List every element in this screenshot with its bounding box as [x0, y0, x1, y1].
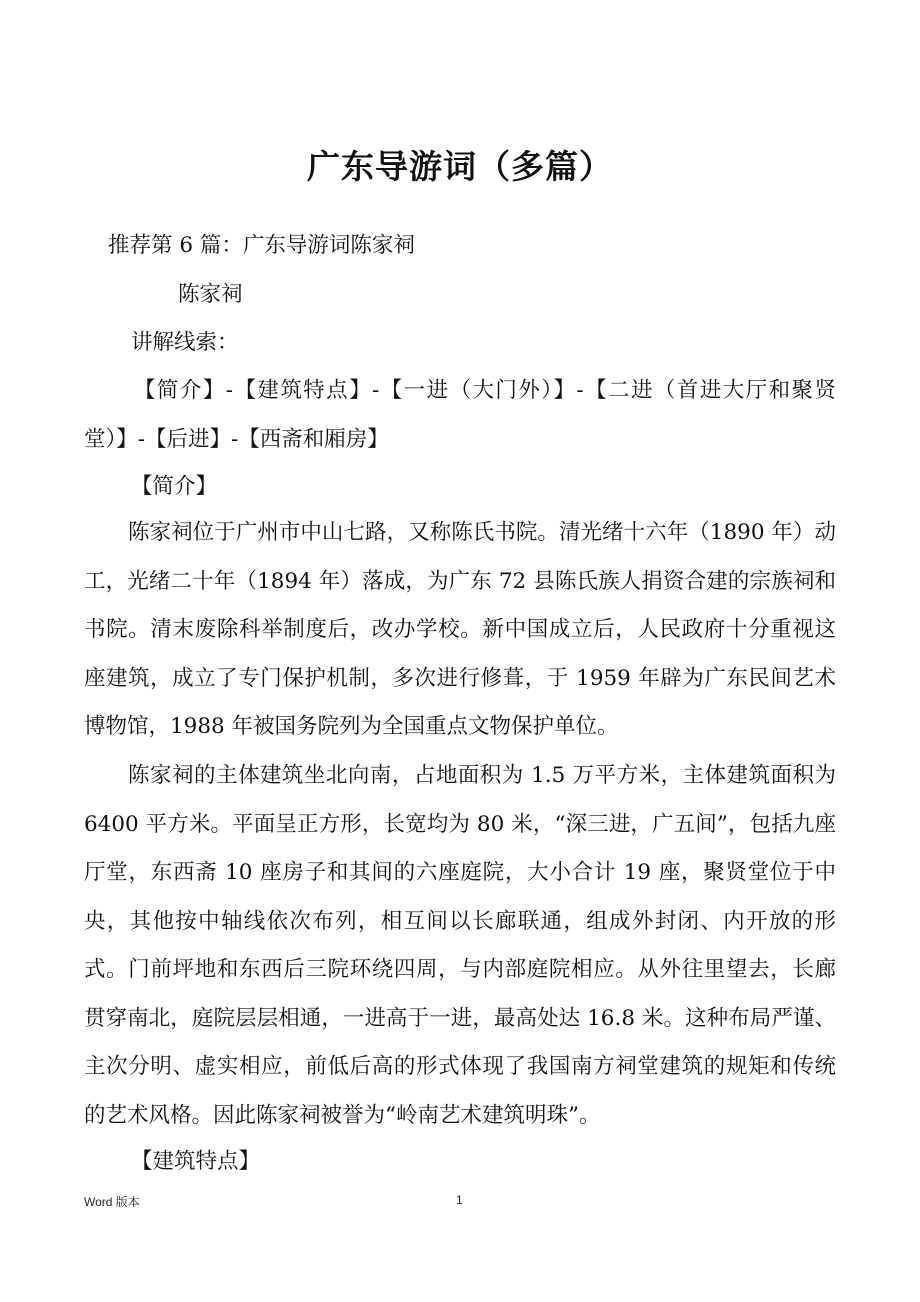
footer-label: Word 版本	[84, 1195, 140, 1209]
section-heading-intro: 【简介】	[131, 474, 218, 499]
paragraph-intro: 陈家祠位于广州市中山七路，又称陈氏书院。清光绪十六年（1890 年）动工，光绪二十年（1894 年）落成，为广东 72 县陈氏族人捐资合建的宗族祠和书院。清末废除科举制度后，改办学校。新中国成立后，人民政府十分重视这座建筑，成立了专门保护机制，多次进行修葺，于 1959 年辟为广东民间艺术博物馆，1988 年被国务院列为全国重点文物保护单位。	[84, 520, 836, 739]
recommend-line: 推荐第 6 篇：广东导游词陈家祠	[108, 233, 415, 258]
paragraph-layout: 陈家祠的主体建筑坐北向南，占地面积为 1.5 万平方米，主体建筑面积为 6400 平方米。平面呈正方形，长宽均为 80 米，“深三进，广五间”，包括九座厅堂，东西斋 10 座房子和其间的六座庭院，大小合计 19 座，聚贤堂位于中央，其他按中轴线依次布列，相互间以长廊联通，组成外封闭、内开放的形式。门前坪地和东西后三院环绕四周，与内部庭院相应。从外往里望去，长廊贯穿南北，庭院层层相通，一进高于一进，最高处达 16.8 米。这种布局严谨、主次分明、虚实相应，前低后高的形式体现了我国南方祠堂建筑的规矩和传统的艺术风格。因此陈家祠被誉为“岭南艺术建筑明珠”。	[84, 763, 836, 1128]
section-heading-architecture: 【建筑特点】	[131, 1149, 261, 1174]
page-number: 1	[456, 1193, 463, 1207]
clue-list: 【简介】-【建筑特点】-【一进（大门外）】-【二进（首进大厅和聚贤堂）】-【后进】-【西斋和厢房】	[84, 378, 836, 452]
document-title: 广东导游词（多篇）	[307, 147, 613, 186]
clue-label: 讲解线索：	[131, 330, 239, 355]
article-subtitle: 陈家祠	[178, 282, 243, 307]
